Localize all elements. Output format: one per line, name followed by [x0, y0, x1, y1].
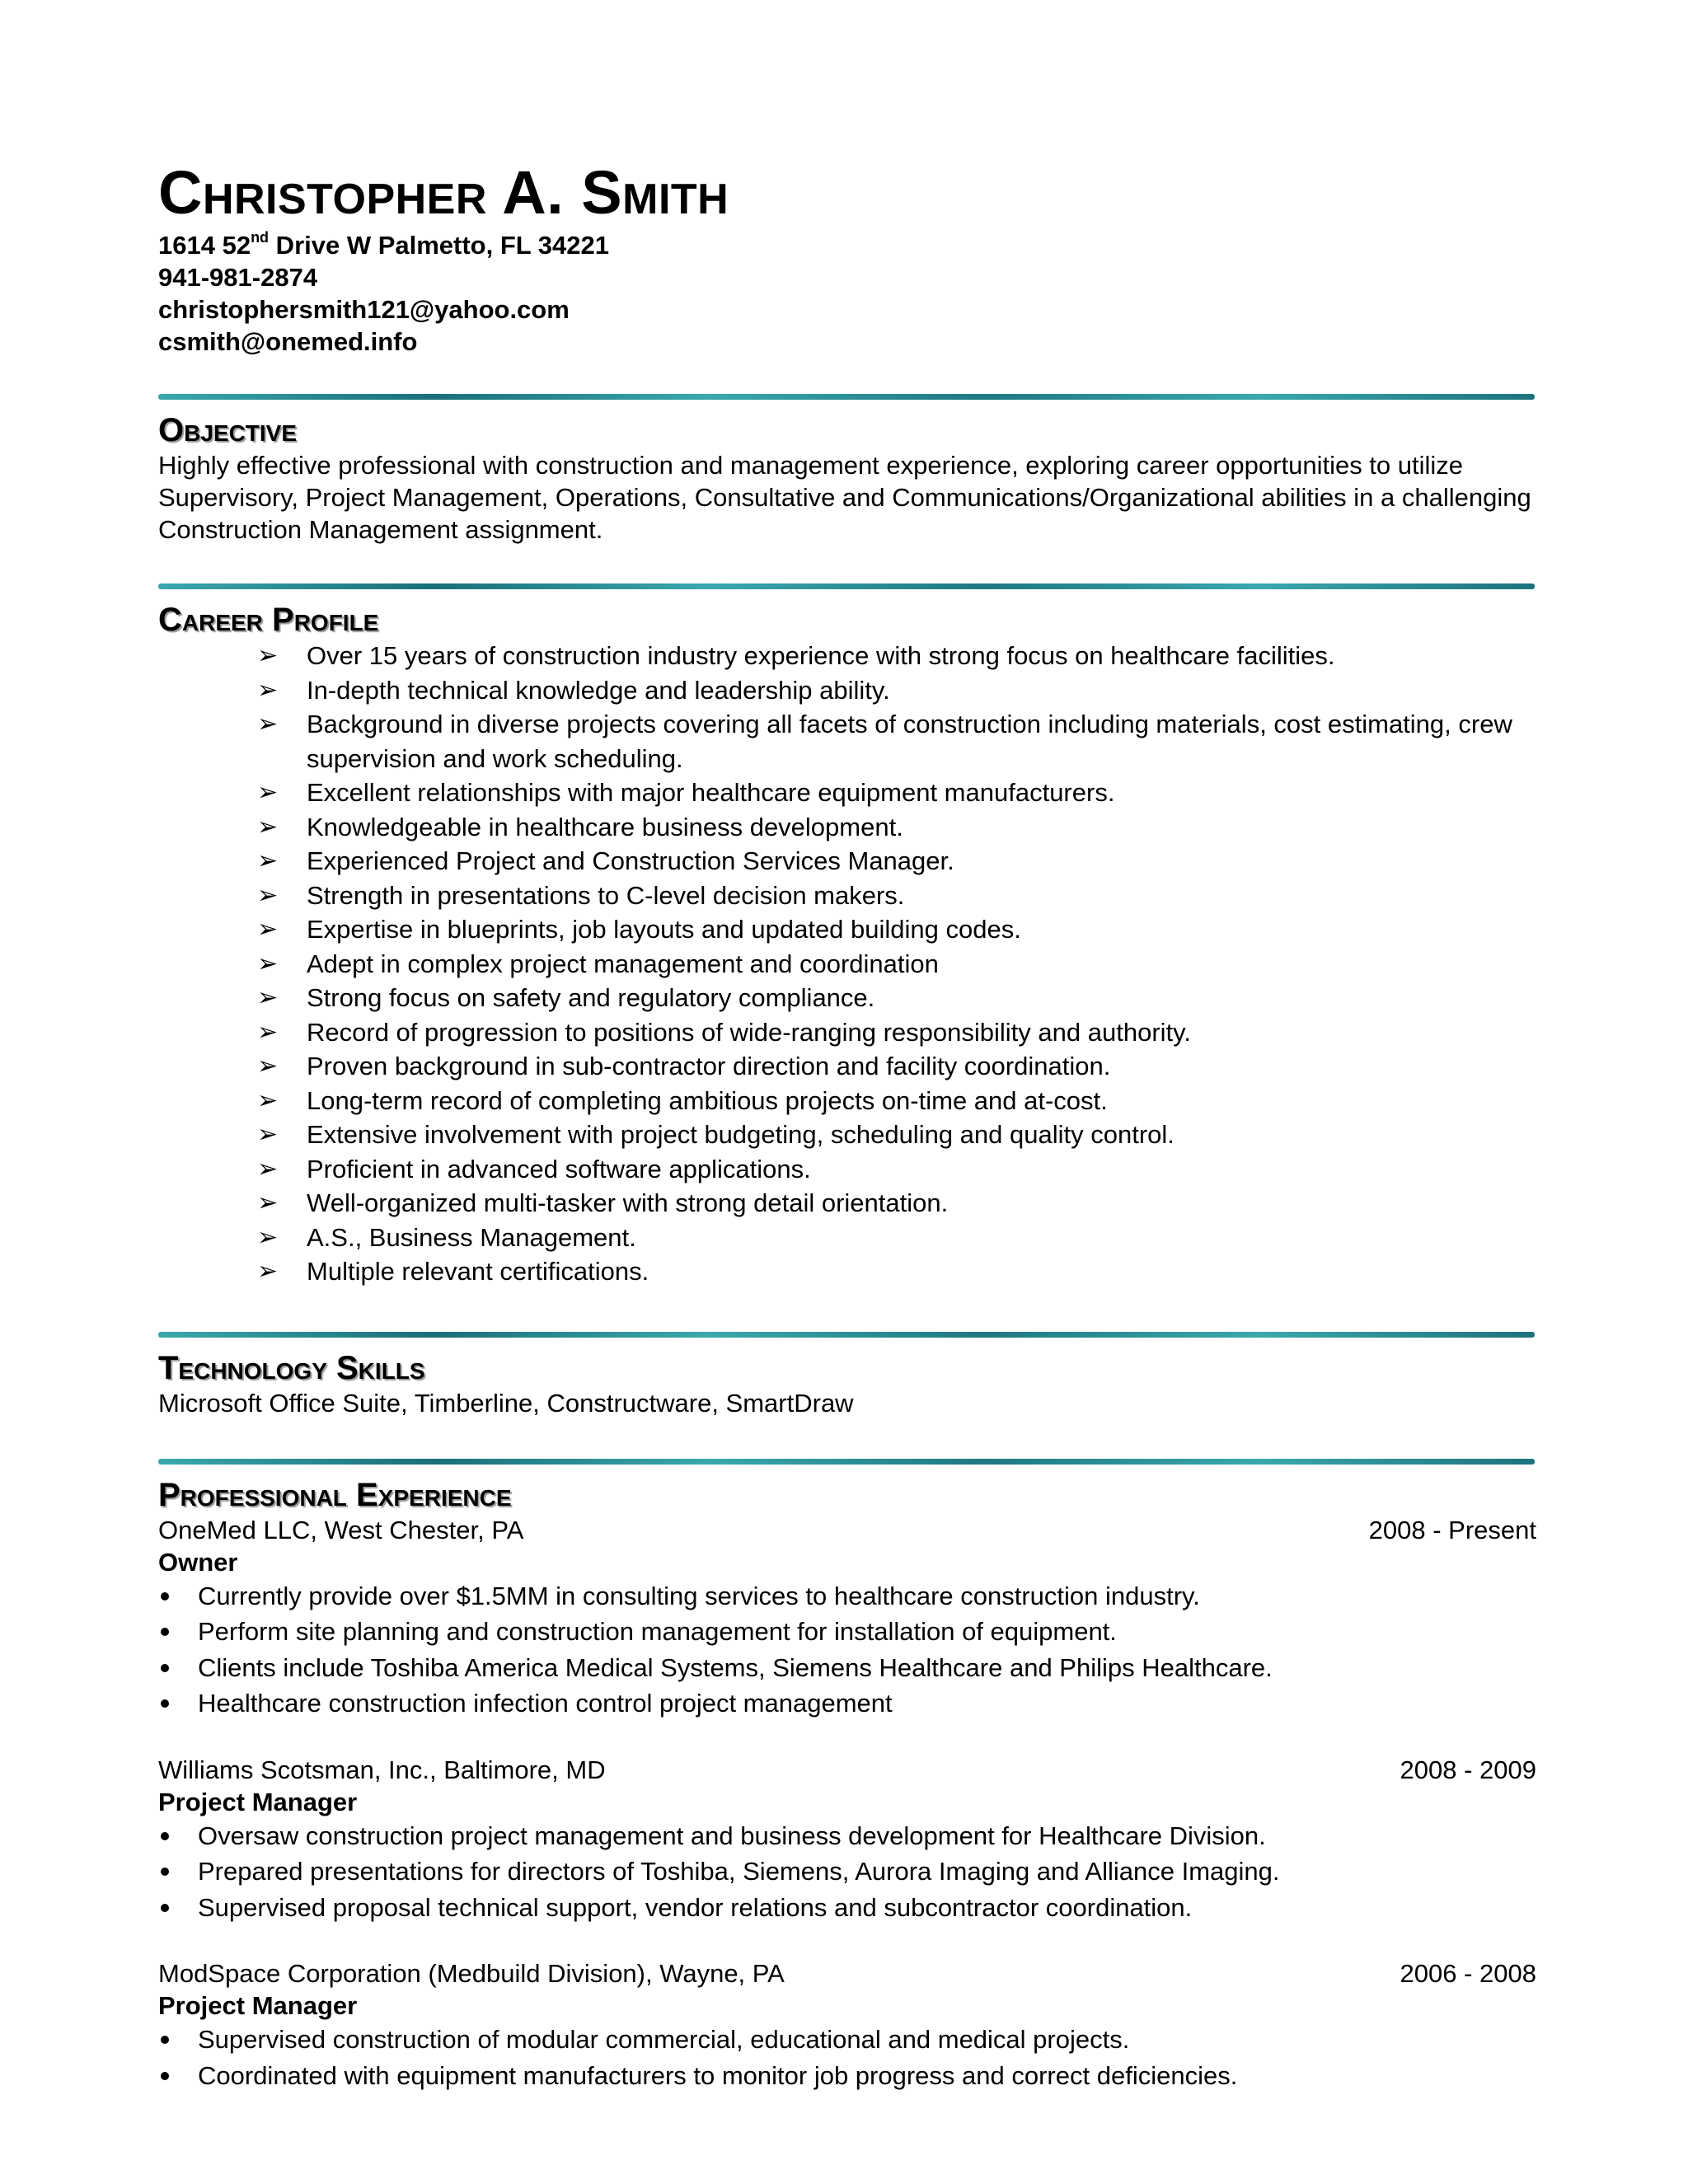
arrow-bullet-icon: ➢	[257, 1189, 279, 1216]
address-ordinal-suffix: nd	[251, 229, 270, 246]
career-profile-item	[158, 639, 1535, 673]
email-secondary: csmith@onemed.info	[158, 327, 418, 356]
career-profile-item	[158, 947, 1535, 982]
job-entry	[158, 1514, 1535, 1722]
career-profile-heading: Career Profile	[158, 602, 379, 638]
career-profile-item	[158, 1118, 1535, 1152]
arrow-bullet-icon: ➢	[257, 642, 279, 669]
arrow-bullet-icon: ➢	[257, 710, 279, 738]
bullet-dot-icon	[161, 1699, 169, 1708]
arrow-bullet-icon: ➢	[257, 676, 279, 704]
arrow-bullet-icon: ➢	[257, 1018, 279, 1046]
job-company: OneMed LLC, West Chester, PA	[158, 1515, 524, 1544]
arrow-bullet-icon: ➢	[257, 779, 279, 806]
section-divider	[158, 1332, 1535, 1338]
arrow-bullet-icon: ➢	[257, 847, 279, 874]
career-profile-item	[158, 1084, 1535, 1118]
career-profile-item	[158, 1221, 1535, 1255]
career-profile-item-text: Multiple relevant certifications.	[307, 1257, 649, 1286]
career-profile-item-text: Strong focus on safety and regulatory compliance.	[307, 983, 875, 1012]
bullet-dot-icon	[161, 1868, 169, 1876]
bullet-dot-icon	[161, 1664, 169, 1672]
arrow-bullet-icon: ➢	[257, 813, 279, 841]
arrow-bullet-icon: ➢	[257, 984, 279, 1011]
experience-heading: Professional Experience	[158, 1476, 512, 1513]
job-dates: 2006 - 2008	[1400, 1959, 1536, 1988]
job-bullets	[158, 1578, 1535, 1722]
arrow-bullet-icon: ➢	[257, 916, 279, 943]
career-profile-item-text: Long-term record of completing ambitious projects on-time and at-cost.	[307, 1085, 1108, 1115]
bullet-dot-icon	[161, 2036, 169, 2044]
job-bullet-text: Oversaw construction project management and business development for Healthcare Division.	[198, 1821, 1266, 1850]
job-role: Project Manager	[158, 1991, 358, 2020]
career-profile-item	[158, 1049, 1535, 1084]
arrow-bullet-icon: ➢	[257, 1121, 279, 1148]
career-profile-item	[158, 1015, 1535, 1050]
resume-content	[158, 157, 1535, 2093]
career-profile-item	[158, 707, 1535, 776]
job-header	[158, 1754, 1536, 1786]
career-profile-item	[158, 879, 1535, 913]
job-bullets	[158, 1818, 1535, 1926]
job-bullet-text: Prepared presentations for directors of Toshiba, Siemens, Aurora Imaging and Alliance Imaging.	[198, 1857, 1280, 1886]
technology-heading: Technology Skills	[158, 1349, 425, 1386]
objective-heading: Objective	[158, 412, 298, 448]
career-profile-item	[158, 1152, 1535, 1187]
technology-text: Microsoft Office Suite, Timberline, Constructware, SmartDraw	[158, 1388, 854, 1418]
section-divider	[158, 583, 1535, 589]
career-profile-item-text: Proven background in sub-contractor direction and facility coordination.	[307, 1052, 1111, 1080]
career-profile-item-text: Background in diverse projects covering all facets of construction including materials, cost estimating, crew supervision and work scheduling.	[307, 710, 1512, 773]
address-street-number: 1614 52	[158, 231, 251, 260]
job-bullet-item	[158, 1650, 1535, 1686]
job-dates: 2008 - Present	[1368, 1515, 1536, 1544]
career-profile-item	[158, 1254, 1535, 1289]
career-profile-item-text: Record of progression to positions of wide-ranging responsibility and authority.	[307, 1017, 1191, 1047]
arrow-bullet-icon: ➢	[257, 1052, 279, 1080]
job-bullet-item	[158, 1818, 1535, 1854]
career-profile-item-text: Extensive involvement with project budgeting, scheduling and quality control.	[307, 1120, 1175, 1149]
job-entry	[158, 1957, 1535, 2093]
contact-block	[158, 229, 1535, 358]
job-bullet-text: Currently provide over $1.5MM in consulting services to healthcare construction industry.	[198, 1581, 1200, 1610]
job-bullet-text: Coordinated with equipment manufacturers to monitor job progress and correct deficiencies.	[198, 2060, 1238, 2090]
career-profile-item	[158, 844, 1535, 879]
career-profile-item	[158, 1186, 1535, 1221]
career-profile-item-text: Strength in presentations to C-level decision makers.	[307, 880, 905, 910]
job-bullet-item	[158, 2022, 1535, 2058]
career-profile-list	[158, 639, 1535, 1289]
career-profile-item-text: Knowledgeable in healthcare business development.	[307, 812, 903, 841]
bullet-dot-icon	[161, 1628, 169, 1636]
arrow-bullet-icon: ➢	[257, 1155, 279, 1183]
job-bullet-item	[158, 1614, 1535, 1650]
arrow-bullet-icon: ➢	[257, 1223, 279, 1251]
career-profile-item	[158, 776, 1535, 810]
career-profile-item	[158, 810, 1535, 845]
bullet-dot-icon	[161, 2072, 169, 2080]
job-bullet-item	[158, 1685, 1535, 1722]
career-profile-item-text: Experienced Project and Construction Services Manager.	[307, 846, 954, 875]
career-profile-item-text: A.S., Business Management.	[307, 1222, 636, 1252]
bullet-dot-icon	[161, 1904, 169, 1912]
job-bullet-text: Healthcare construction infection control project management	[198, 1689, 893, 1718]
career-profile-item-text: Over 15 years of construction industry experience with strong focus on healthcare facilities.	[307, 641, 1335, 670]
career-profile-item-text: Adept in complex project management and coordination	[307, 949, 939, 978]
arrow-bullet-icon: ➢	[257, 881, 279, 909]
career-profile-item	[158, 912, 1535, 947]
section-divider	[158, 394, 1535, 400]
job-bullet-item	[158, 2058, 1535, 2094]
experience-list	[158, 1514, 1535, 2094]
job-role: Project Manager	[158, 1787, 358, 1816]
job-role: Owner	[158, 1547, 238, 1577]
career-profile-item-text: Well-organized multi-tasker with strong detail orientation.	[307, 1188, 949, 1217]
career-profile-item-text: Expertise in blueprints, job layouts and updated building codes.	[307, 915, 1021, 944]
phone: 941-981-2874	[158, 263, 318, 292]
job-bullets	[158, 2022, 1535, 2093]
career-profile-item-text: In-depth technical knowledge and leadership ability.	[307, 675, 890, 705]
bullet-dot-icon	[161, 1592, 169, 1601]
career-profile-item-text: Proficient in advanced software applications.	[307, 1154, 811, 1183]
job-dates: 2008 - 2009	[1400, 1755, 1536, 1784]
job-bullet-item	[158, 1854, 1535, 1890]
job-header	[158, 1514, 1536, 1546]
career-profile-item	[158, 673, 1535, 708]
section-divider	[158, 1459, 1535, 1465]
job-entry	[158, 1754, 1535, 1926]
job-header	[158, 1957, 1536, 1990]
job-bullet-text: Supervised proposal technical support, vendor relations and subcontractor coordination.	[198, 1892, 1193, 1922]
job-bullet-text: Supervised construction of modular commercial, educational and medical projects.	[198, 2025, 1130, 2054]
bullet-dot-icon	[161, 1832, 169, 1840]
job-bullet-text: Perform site planning and construction management for installation of equipment.	[198, 1617, 1117, 1646]
address	[158, 229, 1535, 261]
arrow-bullet-icon: ➢	[257, 949, 279, 977]
arrow-bullet-icon: ➢	[257, 1258, 279, 1285]
job-bullet-item	[158, 1578, 1535, 1615]
candidate-name: Christopher A. Smith	[158, 158, 729, 227]
job-company: Williams Scotsman, Inc., Baltimore, MD	[158, 1755, 606, 1784]
address-rest: Drive W Palmetto, FL 34221	[269, 231, 609, 260]
job-bullet-text: Clients include Toshiba America Medical Systems, Siemens Healthcare and Philips Healthcare.	[198, 1652, 1273, 1682]
job-company: ModSpace Corporation (Medbuild Division), Wayne, PA	[158, 1959, 785, 1988]
career-profile-item	[158, 981, 1535, 1015]
email-primary: christophersmith121@yahoo.com	[158, 295, 570, 324]
job-bullet-item	[158, 1890, 1535, 1926]
objective-text: Highly effective professional with construction and management experience, exploring career opportunities to utilize Supervisory, Project Management, Operations, Consultative and Communications/Organizational abilities in a challenging Construction Management assignment.	[158, 451, 1531, 544]
arrow-bullet-icon: ➢	[257, 1086, 279, 1114]
career-profile-item-text: Excellent relationships with major healthcare equipment manufacturers.	[307, 778, 1115, 807]
